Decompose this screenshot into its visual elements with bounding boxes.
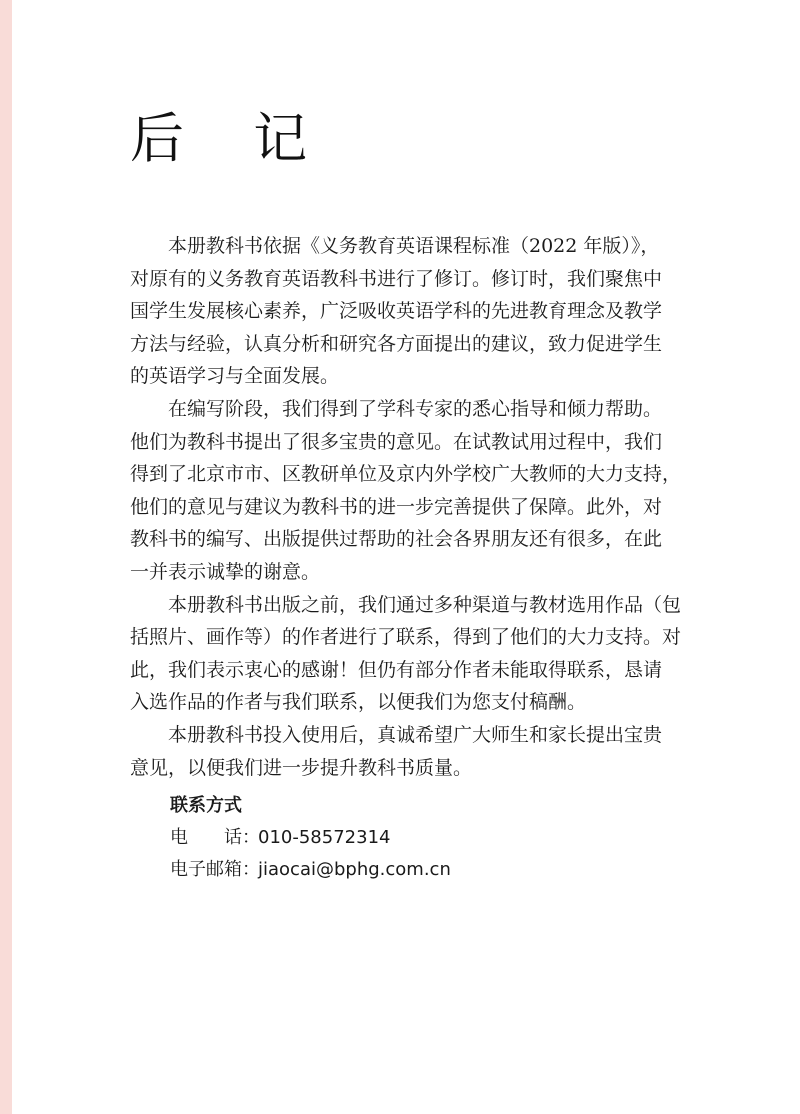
paragraph-line: 本册教科书依据《义务教育英语课程标准（2022 年版）》， (168, 235, 660, 257)
contact-section (170, 790, 590, 886)
paragraph-line: 意见，以便我们进一步提升教科书质量。 (130, 756, 473, 779)
paragraph-line: 他们为教科书提出了很多宝贵的意见。在试教试用过程中，我们 (130, 430, 663, 453)
contact-heading: 联系方式 (170, 795, 242, 816)
phone-label: 电 话： (170, 827, 260, 848)
paragraph-line: 方法与经验，认真分析和研究各方面提出的建议，致力促进学生 (130, 332, 663, 355)
paragraph-line: 的英语学习与全面发展。 (130, 365, 340, 388)
paragraph-line: 得到了北京市市、区教研单位及京内外学校广大教师的大力支持， (130, 463, 682, 486)
paragraph-line: 在编写阶段，我们得到了学科专家的悉心指导和倾力帮助。 (168, 397, 663, 420)
page-side-margin-strip (0, 0, 12, 1114)
paragraph-line: 本册教科书投入使用后，真诚希望广大师生和家长提出宝贵 (168, 723, 663, 746)
paragraph-line: 本册教科书出版之前，我们通过多种渠道与教材选用作品（包 (168, 593, 682, 616)
paragraph-line: 入选作品的作者与我们联系，以便我们为您支付稿酬。 (130, 691, 587, 714)
page-title: 后 记 (130, 107, 334, 170)
paragraph-line: 一并表示诚挚的谢意。 (130, 560, 321, 583)
email-label: 电子邮箱： (170, 859, 260, 880)
paragraph-line: 他们的意见与建议为教科书的进一步完善提供了保障。此外，对 (130, 495, 663, 518)
email-link[interactable]: jiaocai@bphg.com.cn (258, 859, 451, 880)
afterword-body (130, 230, 682, 784)
paragraph-acknowledgement (130, 393, 682, 589)
paragraph-line: 括照片、画作等）的作者进行了联系，得到了他们的大力支持。对 (130, 626, 682, 649)
paragraph-line: 国学生发展核心素养，广泛吸收英语学科的先进教育理念及教学 (130, 300, 663, 323)
phone-value: 010-58572314 (258, 827, 391, 848)
paragraph-revision (130, 230, 670, 393)
paragraph-line: 对原有的义务教育英语教科书进行了修订。修订时，我们聚焦中 (130, 267, 663, 290)
afterword-page (12, 0, 800, 1114)
paragraph-line: 教科书的编写、出版提供过帮助的社会各界朋友还有很多，在此 (130, 528, 663, 551)
paragraph-line: 此，我们表示衷心的感谢！但仍有部分作者未能取得联系，恳请 (130, 658, 663, 681)
paragraph-copyright (130, 589, 682, 719)
contact-phone-row (170, 822, 590, 854)
paragraph-feedback (130, 719, 670, 784)
contact-email-row (170, 854, 590, 886)
